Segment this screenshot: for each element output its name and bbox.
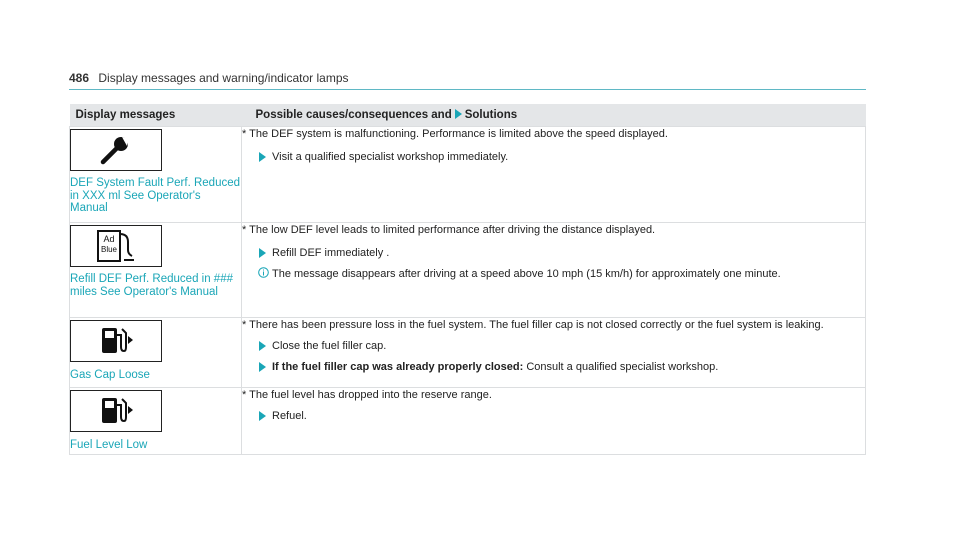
adblue-icon: [70, 225, 162, 267]
svg-text:Ad: Ad: [103, 234, 115, 244]
action-item: Visit a qualified specialist workshop immediately.: [242, 150, 865, 164]
display-messages-table: [69, 104, 866, 455]
arrow-icon: [455, 109, 462, 119]
action-item: Close the fuel filler cap.: [242, 339, 865, 353]
table-row: [70, 318, 866, 388]
arrow-icon: [259, 411, 266, 421]
solution-cell: [242, 223, 866, 318]
table-row: [70, 388, 866, 455]
fuel-pump-icon: [70, 390, 162, 432]
page-header: [69, 71, 866, 90]
table-row: [70, 127, 866, 223]
cause-text: * The low DEF level leads to limited performance after driving the distance displayed.: [242, 224, 656, 236]
svg-text:Blue: Blue: [100, 245, 118, 254]
message-label: Refill DEF Perf. Reduced in ### miles See Operator's Manual: [70, 273, 233, 298]
col-header-causes-solutions: Possible causes/consequences and Solutions: [242, 104, 866, 127]
action-item: If the fuel filler cap was already properly closed: Consult a qualified specialist workshop.: [242, 360, 865, 374]
message-cell: [70, 318, 242, 388]
solution-cell: [242, 318, 866, 388]
message-cell: [70, 223, 242, 318]
action-item: Refill DEF immediately .: [242, 246, 865, 260]
arrow-icon: [259, 362, 266, 372]
action-item: Refuel.: [242, 409, 865, 423]
arrow-icon: [259, 341, 266, 351]
cause-text: * There has been pressure loss in the fuel system. The fuel filler cap is not closed correctly or the fuel system is leaking.: [242, 319, 824, 331]
wrench-icon: [70, 129, 162, 171]
arrow-icon: [259, 152, 266, 162]
cause-text: * The DEF system is malfunctioning. Performance is limited above the speed displayed.: [242, 128, 668, 140]
table-row: [70, 223, 866, 318]
message-cell: [70, 388, 242, 455]
col-header-display-messages: Display messages: [70, 104, 242, 127]
message-label: Gas Cap Loose: [70, 369, 150, 381]
message-cell: [70, 127, 242, 223]
solution-cell: [242, 127, 866, 223]
page-number: 486: [69, 71, 90, 85]
page-title: Display messages and warning/indicator lamps: [98, 71, 349, 85]
info-icon: [258, 267, 269, 282]
note-item: The message disappears after driving at a speed above 10 mph (15 km/h) for approximately one minute.: [242, 267, 865, 281]
message-label: DEF System Fault Perf. Reduced in XXX ml See Operator's Manual: [70, 177, 241, 214]
arrow-icon: [259, 248, 266, 258]
fuel-pump-icon: [70, 320, 162, 362]
message-label: Fuel Level Low: [70, 439, 148, 451]
cause-text: * The fuel level has dropped into the reserve range.: [242, 389, 492, 401]
solution-cell: [242, 388, 866, 455]
table-header-row: [70, 104, 866, 127]
